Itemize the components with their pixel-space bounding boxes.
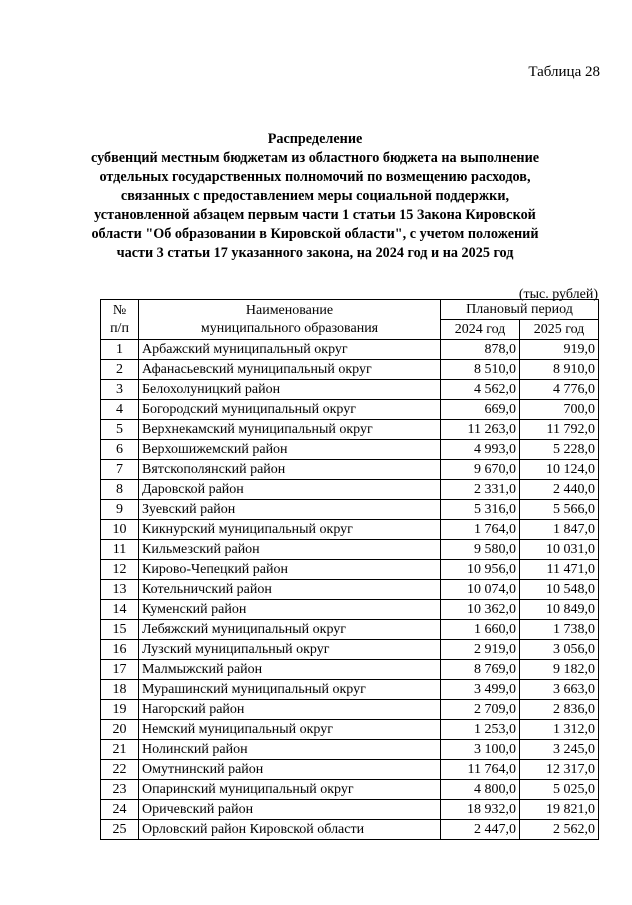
value-2025: 12 317,0 (520, 760, 599, 780)
value-2024: 3 499,0 (441, 680, 520, 700)
table-row (101, 740, 599, 760)
value-2025: 10 849,0 (520, 600, 599, 620)
row-number: 8 (101, 480, 139, 500)
municipality-name: Котельничский район (139, 580, 441, 600)
value-2024: 10 074,0 (441, 580, 520, 600)
value-2025: 3 056,0 (520, 640, 599, 660)
value-2024: 1 253,0 (441, 720, 520, 740)
table-row (101, 460, 599, 480)
heading-line: области "Об образовании в Кировской области", с учетом положений (91, 226, 539, 242)
row-number: 5 (101, 420, 139, 440)
row-number: 19 (101, 700, 139, 720)
value-2024: 4 800,0 (441, 780, 520, 800)
value-2024: 1 764,0 (441, 520, 520, 540)
header-name-line1: Наименование (245, 302, 334, 318)
table-row (101, 380, 599, 400)
units-note: (тыс. рублей) (518, 287, 598, 302)
value-2024: 2 447,0 (441, 820, 520, 840)
value-2024: 8 769,0 (441, 660, 520, 680)
header-number (101, 300, 139, 340)
value-2024: 2 919,0 (441, 640, 520, 660)
municipality-name: Лузский муниципальный округ (139, 640, 441, 660)
table-row (101, 480, 599, 500)
municipality-name: Омутнинский район (139, 760, 441, 780)
heading-line: отдельных государственных полномочий по возмещению расходов, (99, 169, 531, 185)
value-2025: 2 836,0 (520, 700, 599, 720)
table-row (101, 720, 599, 740)
municipality-name: Кикнурский муниципальный округ (139, 520, 441, 540)
municipality-name: Немский муниципальный округ (139, 720, 441, 740)
municipality-name: Мурашинский муниципальный округ (139, 680, 441, 700)
value-2024: 10 956,0 (441, 560, 520, 580)
value-2025: 1 847,0 (520, 520, 599, 540)
table-number-label: Таблица 28 (528, 64, 600, 80)
value-2024: 11 263,0 (441, 420, 520, 440)
row-number: 11 (101, 540, 139, 560)
value-2025: 2 440,0 (520, 480, 599, 500)
table-body (101, 340, 599, 840)
municipality-name: Нолинский район (139, 740, 441, 760)
value-2025: 2 562,0 (520, 820, 599, 840)
value-2024: 4 562,0 (441, 380, 520, 400)
value-2024: 2 709,0 (441, 700, 520, 720)
value-2024: 9 670,0 (441, 460, 520, 480)
municipality-name: Арбажский муниципальный округ (139, 340, 441, 360)
value-2024: 878,0 (441, 340, 520, 360)
row-number: 25 (101, 820, 139, 840)
row-number: 10 (101, 520, 139, 540)
heading-line: части 3 статьи 17 указанного закона, на 2024 год и на 2025 год (116, 245, 514, 261)
municipality-name: Орловский район Кировской области (139, 820, 441, 840)
row-number: 12 (101, 560, 139, 580)
municipality-name: Зуевский район (139, 500, 441, 520)
value-2025: 10 548,0 (520, 580, 599, 600)
row-number: 13 (101, 580, 139, 600)
table-row (101, 560, 599, 580)
row-number: 20 (101, 720, 139, 740)
table-row (101, 400, 599, 420)
value-2025: 1 738,0 (520, 620, 599, 640)
value-2024: 10 362,0 (441, 600, 520, 620)
row-number: 18 (101, 680, 139, 700)
value-2024: 4 993,0 (441, 440, 520, 460)
table-row (101, 580, 599, 600)
value-2025: 4 776,0 (520, 380, 599, 400)
table-row (101, 700, 599, 720)
row-number: 22 (101, 760, 139, 780)
distribution-table (100, 299, 599, 840)
table-row (101, 680, 599, 700)
value-2025: 700,0 (520, 400, 599, 420)
municipality-name: Богородский муниципальный округ (139, 400, 441, 420)
value-2025: 1 312,0 (520, 720, 599, 740)
municipality-name: Опаринский муниципальный округ (139, 780, 441, 800)
municipality-name: Афанасьевский муниципальный округ (139, 360, 441, 380)
value-2025: 5 228,0 (520, 440, 599, 460)
table-row (101, 540, 599, 560)
header-number-line2: п/п (110, 320, 129, 336)
municipality-name: Верхнекамский муниципальный округ (139, 420, 441, 440)
header-period: Плановый период (441, 300, 599, 320)
row-number: 23 (101, 780, 139, 800)
row-number: 17 (101, 660, 139, 680)
row-number: 1 (101, 340, 139, 360)
value-2025: 9 182,0 (520, 660, 599, 680)
row-number: 16 (101, 640, 139, 660)
table-row (101, 640, 599, 660)
row-number: 9 (101, 500, 139, 520)
municipality-name: Белохолуницкий район (139, 380, 441, 400)
value-2025: 3 663,0 (520, 680, 599, 700)
municipality-name: Куменский район (139, 600, 441, 620)
value-2024: 1 660,0 (441, 620, 520, 640)
table-row (101, 340, 599, 360)
municipality-name: Нагорский район (139, 700, 441, 720)
value-2025: 5 566,0 (520, 500, 599, 520)
table-row (101, 760, 599, 780)
document-heading (80, 130, 550, 263)
table-row (101, 500, 599, 520)
value-2025: 10 031,0 (520, 540, 599, 560)
value-2024: 8 510,0 (441, 360, 520, 380)
row-number: 21 (101, 740, 139, 760)
table-row (101, 600, 599, 620)
municipality-name: Вятскополянский район (139, 460, 441, 480)
value-2025: 8 910,0 (520, 360, 599, 380)
row-number: 14 (101, 600, 139, 620)
table-row (101, 420, 599, 440)
header-number-line1: № (112, 302, 127, 318)
value-2024: 18 932,0 (441, 800, 520, 820)
header-year-2025: 2025 год (520, 320, 599, 340)
heading-line: Распределение (267, 131, 363, 147)
table-row (101, 440, 599, 460)
row-number: 4 (101, 400, 139, 420)
table-row (101, 520, 599, 540)
municipality-name: Оричевский район (139, 800, 441, 820)
heading-line: установленной абзацем первым части 1 статьи 15 Закона Кировской (94, 207, 536, 223)
municipality-name: Даровской район (139, 480, 441, 500)
heading-line: субвенций местным бюджетам из областного бюджета на выполнение (90, 150, 540, 166)
value-2025: 3 245,0 (520, 740, 599, 760)
municipality-name: Малмыжский район (139, 660, 441, 680)
municipality-name: Кирово-Чепецкий район (139, 560, 441, 580)
table-row (101, 820, 599, 840)
municipality-name: Лебяжский муниципальный округ (139, 620, 441, 640)
value-2024: 5 316,0 (441, 500, 520, 520)
value-2024: 11 764,0 (441, 760, 520, 780)
value-2024: 2 331,0 (441, 480, 520, 500)
row-number: 6 (101, 440, 139, 460)
table-row (101, 800, 599, 820)
table-row (101, 360, 599, 380)
header-year-2024: 2024 год (441, 320, 520, 340)
value-2025: 919,0 (520, 340, 599, 360)
header-name-line2: муниципального образования (200, 320, 379, 336)
value-2024: 9 580,0 (441, 540, 520, 560)
table-row (101, 620, 599, 640)
header-name (139, 300, 441, 340)
heading-line: связанных с предоставлением меры социальной поддержки, (120, 188, 510, 204)
table-row (101, 660, 599, 680)
row-number: 3 (101, 380, 139, 400)
value-2025: 5 025,0 (520, 780, 599, 800)
row-number: 2 (101, 360, 139, 380)
row-number: 24 (101, 800, 139, 820)
table-row (101, 780, 599, 800)
row-number: 7 (101, 460, 139, 480)
value-2025: 10 124,0 (520, 460, 599, 480)
row-number: 15 (101, 620, 139, 640)
municipality-name: Верхошижемский район (139, 440, 441, 460)
municipality-name: Кильмезский район (139, 540, 441, 560)
value-2025: 19 821,0 (520, 800, 599, 820)
value-2025: 11 792,0 (520, 420, 599, 440)
value-2025: 11 471,0 (520, 560, 599, 580)
value-2024: 669,0 (441, 400, 520, 420)
value-2024: 3 100,0 (441, 740, 520, 760)
